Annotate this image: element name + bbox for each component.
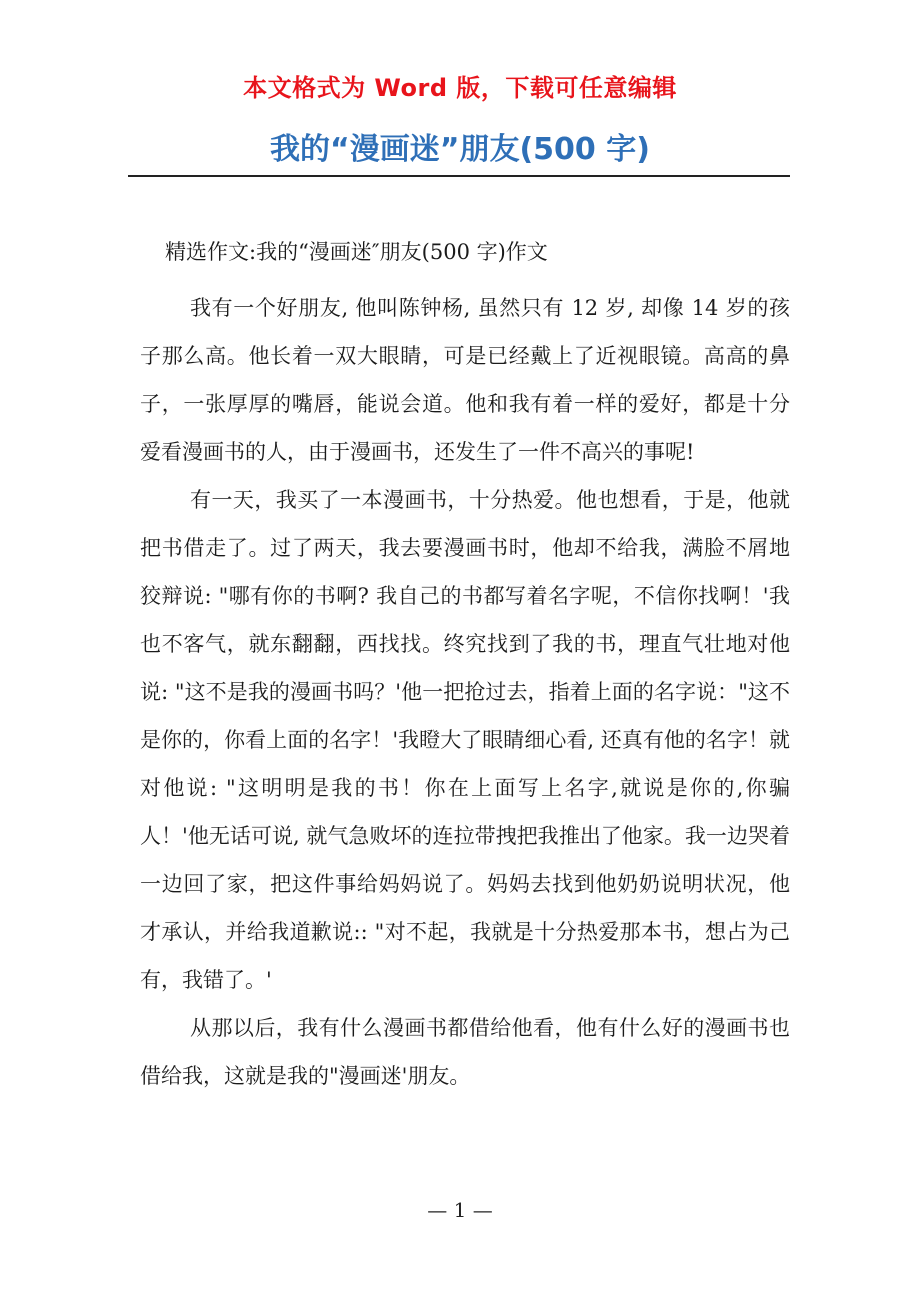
document-title: 我的“漫画迷”朋友(500 字) [270, 132, 650, 167]
title-divider [128, 175, 790, 177]
page-number: — 1 — [427, 1198, 493, 1222]
format-notice-banner: 本文格式为 Word 版，下载可任意编辑 [243, 74, 677, 102]
essay-subtitle: 精选作文:我的“漫画迷″朋友(500 字)作文 [165, 240, 548, 264]
paragraph-1: 我有一个好朋友, 他叫陈钟杨, 虽然只有 12 岁, 却像 14 岁的孩子那么高。他长着一双大眼睛，可是已经戴上了近视眼镜。高高的鼻子，一张厚厚的嘴唇，能说会道。他和我有着一样的爱好，都是十分爱看漫画书的人，由于漫画书，还发生了一件不高兴的事呢! [140, 296, 790, 464]
paragraph-3: 从那以后，我有什么漫画书都借给他看，他有什么好的漫画书也借给我，这就是我的"漫画迷'朋友。 [140, 1016, 790, 1088]
paragraph-2: 有一天，我买了一本漫画书，十分热爱。他也想看，于是，他就把书借走了。过了两天，我去要漫画书时，他却不给我，满脸不屑地狡辩说: "哪有你的书啊? 我自己的书都写着名字呢，不信你找啊！'我也不客气，就东翻翻，西找找。终究找到了我的书，理直气壮地对他说: "这不是我的漫画书吗？'他一把抢过去，指着上面的名字说："这不是你的，你看上面的名字！'我瞪大了眼睛细心看, 还真有他的名字！就对他说: "这明明是我的书！你在上面写上名字,就说是你的,你骗人！'他无话可说, 就气急败坏的连拉带拽把我推出了他家。我一边哭着一边回了家，把这件事给妈妈说了。妈妈去找到他奶奶说明状况，他才承认，并给我道歉说:: "对不起，我就是十分热爱那本书，想占为己有，我错了。' [140, 488, 790, 992]
essay-body [140, 284, 790, 1100]
